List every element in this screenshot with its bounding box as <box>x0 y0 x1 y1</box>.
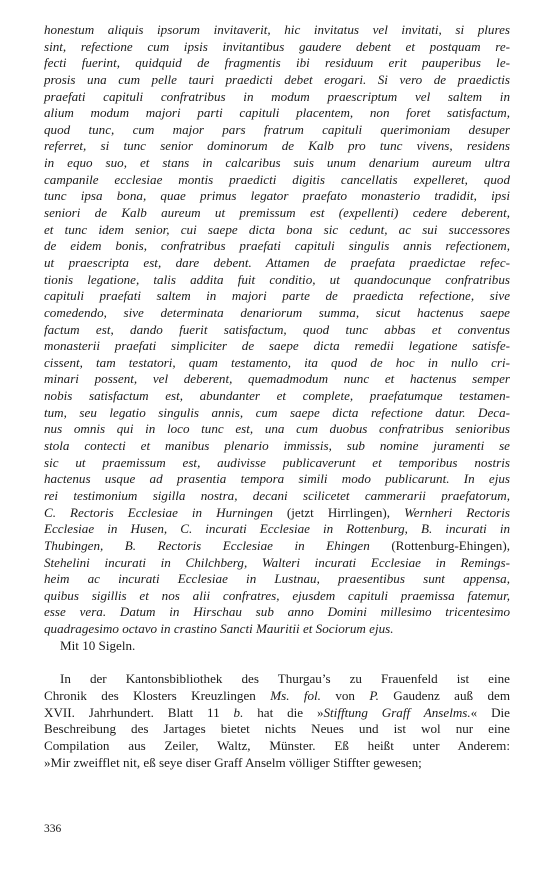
text-line <box>44 89 510 106</box>
text-segment: In der Kantonsbibliothek des Thurgau’s zu Frauenfeld ist eine <box>60 671 510 687</box>
text-segment: de eidem bonis, confratribus praefati capituli singulis annis refectionem, <box>44 238 510 254</box>
text-segment: tunc ipsa bona, quae primus legator praefato monasterio tradidit, ipsi <box>44 188 510 204</box>
text-line <box>44 421 510 438</box>
text-segment: prosis una cum pelle tauri praedicti debet erogari. Si vero de praedictis <box>44 71 510 87</box>
text-segment: referret, si tunc senior dominorum de Kalb pro tunc vivens, residens <box>44 138 510 154</box>
text-segment: P. <box>369 687 379 703</box>
text-line <box>44 571 510 588</box>
text-line <box>44 155 510 172</box>
text-segment: Gaudenz auß dem <box>378 687 510 703</box>
text-line <box>44 288 510 305</box>
text-line <box>44 438 510 455</box>
text-line <box>44 521 510 538</box>
text-segment: Beschreibung des Jartages bietet nichts Neues und ist wol nur eine <box>44 721 510 737</box>
text-segment: in equo suo, et stans in calcaribus suis unum denarium aureum ultra <box>44 155 510 171</box>
text-line <box>44 172 510 189</box>
text-segment: sic ut praemissum est, audivisse publicaverunt et temporibus nostris <box>44 454 510 470</box>
text-line <box>44 255 510 272</box>
text-line <box>44 604 510 621</box>
text-line <box>44 405 510 422</box>
text-segment: »Mir zweifflet nit, eß seye diser Graff Anselm völliger Stiffter gewesen; <box>44 754 422 770</box>
latin-charter-text <box>44 22 510 638</box>
text-segment: Stifftung Graff Anselms. <box>323 704 471 720</box>
document-page <box>44 22 510 771</box>
text-segment: nus omnis qui in loco tunc est, una cum duobus confratribus senioribus <box>44 421 510 437</box>
text-segment: quibus sigillis et nos alii confratres, ejusdem capituli praemissa fatemur, <box>44 587 510 603</box>
text-segment: hactenus usque ad prasentia tempora simili modo publicarunt. In ejus <box>44 471 510 487</box>
text-segment: (Rottenburg-Ehingen), <box>369 537 510 553</box>
text-line <box>44 471 510 488</box>
text-line <box>44 588 510 605</box>
text-segment: campanile ecclesiae montis praedicti digitis cancellatis expelleret, quod <box>44 171 510 187</box>
text-line <box>44 488 510 505</box>
text-line <box>44 188 510 205</box>
text-segment: tionis legatione, talis addita fuit conditio, ut quandocunque confratribus <box>44 271 510 287</box>
text-line <box>44 338 510 355</box>
seals-note: Mit 10 Sigeln. <box>60 637 136 653</box>
text-segment: esse vera. Datum in Hirschau sub anno Domini millesimo tricentesimo <box>44 604 510 620</box>
text-segment: monasterii praefati simpliciter de saepe dicta remedii legatione satisfe- <box>44 338 510 354</box>
text-segment: hat die » <box>243 704 324 720</box>
text-line <box>44 272 510 289</box>
text-segment: Compilation aus Zeiler, Waltz, Münster. Eß heißt unter Anderem: <box>44 737 510 753</box>
text-line <box>44 455 510 472</box>
text-segment: quod tunc, cum major pars fratrum capituli querimoniam desuper <box>44 121 510 137</box>
text-line <box>44 322 510 339</box>
text-segment: quadragesimo octavo in crastino Sancti Mauritii et Sociorum ejus. <box>44 621 394 637</box>
text-line <box>44 305 510 322</box>
text-line <box>44 371 510 388</box>
text-line <box>44 22 510 39</box>
text-line <box>44 105 510 122</box>
text-line <box>44 555 510 572</box>
text-line <box>44 705 510 722</box>
text-segment: Ecclesiae in Husen, C. incurati Ecclesiae in Rottenburg, B. incurati in <box>44 521 510 537</box>
text-line <box>44 388 510 405</box>
paragraph-gap <box>44 654 510 671</box>
text-line <box>44 122 510 139</box>
text-segment: von <box>320 687 370 703</box>
text-segment: nobis satisfactum est, abundanter et complete, praefatumque testamen- <box>44 388 510 404</box>
text-line <box>44 72 510 89</box>
text-line <box>44 355 510 372</box>
text-line <box>44 688 510 705</box>
text-line <box>44 505 510 522</box>
text-segment: comedendo, sive determinata denariorum summa, sicut hactenus saepe <box>44 304 510 320</box>
text-segment: factum est, dando fuerit satisfactum, quod tunc abbas et conventus <box>44 321 510 337</box>
text-segment: Wernheri Rectoris <box>404 504 510 520</box>
text-segment: seniori de Kalb aureum ut premissum est (expellenti) cedere deberent, <box>44 205 510 221</box>
text-segment: Chronik des Klosters Kreuzlingen <box>44 687 271 703</box>
text-segment: Ms. fol. <box>270 687 321 703</box>
text-line <box>44 621 510 638</box>
text-segment: cissent, tam testatori, quam testamento, ita quod de hoc in nullo cri- <box>44 354 510 370</box>
text-segment: et tunc idem senior, cui saepe dicta bona sic cedunt, ac sui successores <box>44 221 510 237</box>
text-segment: Thubingen, B. Rectoris Ecclesiae in Ehingen <box>44 537 370 553</box>
text-segment: minari possent, vel deberent, quemadmodum nunc et hactenus semper <box>44 371 510 387</box>
page-number: 336 <box>44 823 62 835</box>
text-line <box>44 538 510 555</box>
text-segment: fecti fuerint, quidquid de fragmentis ibi residuum erit pauperibus le- <box>44 55 510 71</box>
text-segment: tum, seu legatio singulis annis, cum saepe dicta refectione datur. Deca- <box>44 404 510 420</box>
text-segment: b. <box>233 704 244 720</box>
text-segment: rei testimonium sigilla nostra, decani scilicetet cammerarii praefatorum, <box>44 487 510 503</box>
text-segment: XVII. Jahrhundert. Blatt 11 <box>44 704 234 720</box>
text-segment: stola contecti et manibus plenario immissis, sub nomine juramenti se <box>44 438 510 454</box>
text-line <box>44 238 510 255</box>
text-segment: « Die <box>470 704 510 720</box>
text-line <box>44 738 510 755</box>
text-segment: (jetzt Hirrlingen), <box>272 504 405 520</box>
text-line <box>44 222 510 239</box>
text-segment: capituli praefati saltem in majori parte de praedicta refectione, sive <box>44 288 510 304</box>
text-line <box>44 55 510 72</box>
text-line <box>44 39 510 56</box>
text-segment: sint, refectione cum ipsis invitantibus gaudere debent et postquam re- <box>44 38 510 54</box>
text-segment: Stehelini incurati in Chilchberg, Walteri incurati Ecclesiae in Remings- <box>44 554 510 570</box>
text-segment: C. Rectoris Ecclesiae in Hurningen <box>44 504 273 520</box>
text-line <box>44 205 510 222</box>
text-segment: praefati capituli confratribus in modum praescriptum vel saltem in <box>44 88 510 104</box>
text-line <box>44 755 510 772</box>
text-segment: ut praescripta est, dare debent. Attamen de praefata praedictae refec- <box>44 254 510 270</box>
text-line <box>44 138 510 155</box>
text-line <box>44 721 510 738</box>
text-segment: honestum aliquis ipsorum invitaverit, hic invitatus vel invitati, si plures <box>44 22 510 37</box>
text-line <box>44 671 510 688</box>
german-commentary-text <box>44 671 510 771</box>
text-segment: heim ac incurati Ecclesiae in Lustnau, praesentibus sunt appensa, <box>44 571 510 587</box>
text-segment: alium modum majori parti capituli placentem, non foret satisfactum, <box>44 105 510 121</box>
